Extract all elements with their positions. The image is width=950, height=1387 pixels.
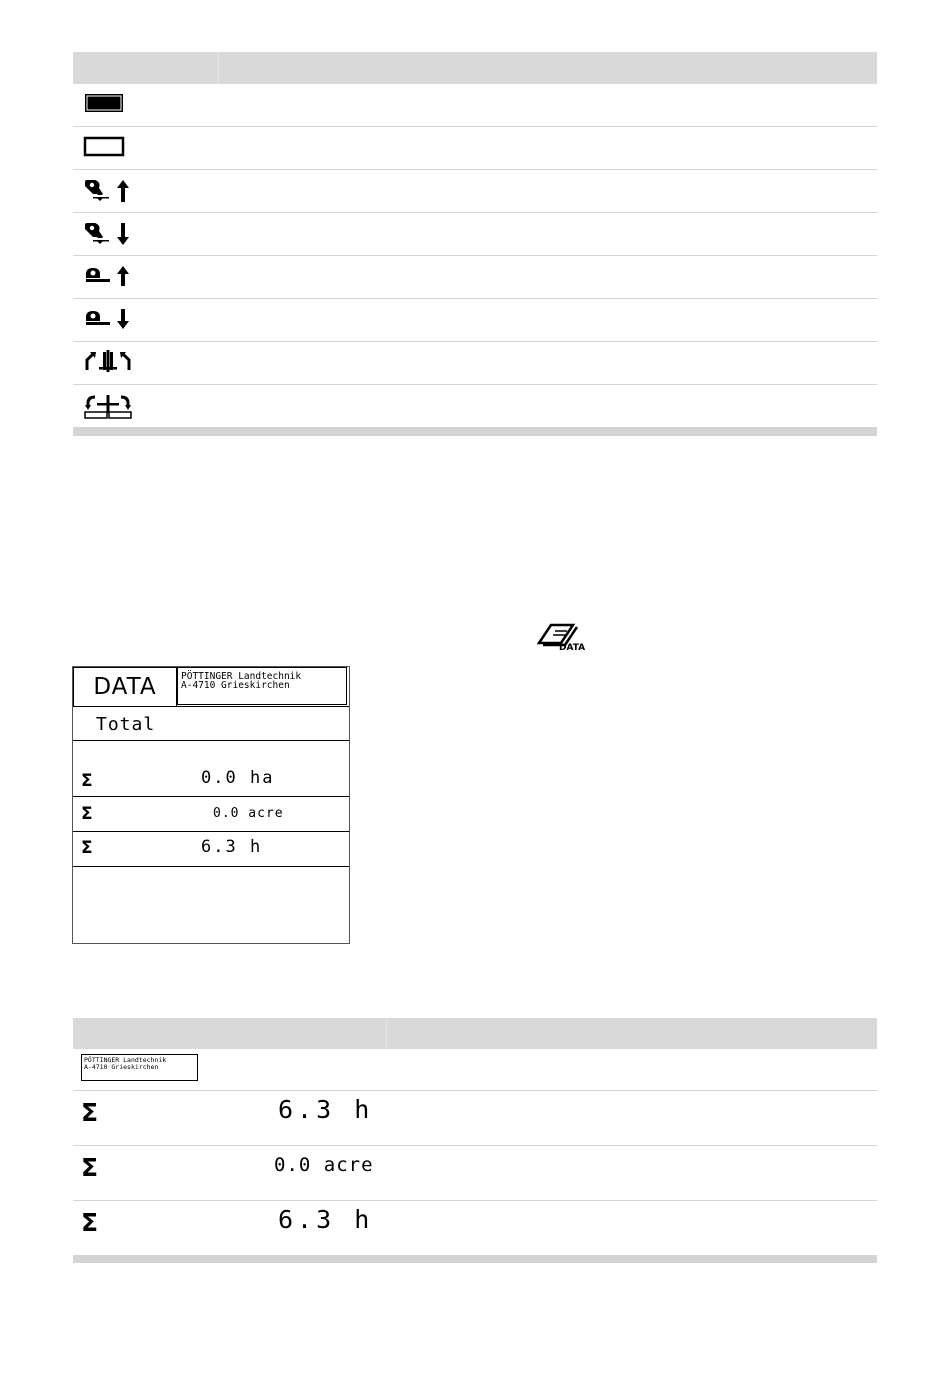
table-row <box>73 170 877 213</box>
hours-value: 6.3 h <box>201 837 263 857</box>
total-heading: Total <box>96 714 156 735</box>
sigma-icon: Σ <box>81 1098 99 1127</box>
divider <box>73 706 349 707</box>
detail-table <box>73 1018 877 1263</box>
symbol-table-header <box>73 52 877 84</box>
area-acre-value: 0.0 acre <box>274 1154 374 1176</box>
hours-value: 6.3 h <box>278 1205 374 1234</box>
area-acre-value: 0.0 acre <box>213 806 284 821</box>
table-row <box>73 1091 877 1146</box>
data-book-icon <box>537 621 589 651</box>
sigma-icon: Σ <box>81 838 93 858</box>
divider <box>73 740 349 741</box>
table-row <box>73 1146 877 1201</box>
table-row <box>73 213 877 256</box>
logo-line-2: A-4710 Grieskirchen <box>84 1063 159 1071</box>
area-ha-value: 0.0 ha <box>201 768 275 788</box>
sigma-icon: Σ <box>81 804 93 824</box>
table-row <box>73 84 877 127</box>
terminal-data-screen <box>72 666 350 944</box>
screen-title: DATA <box>73 667 177 707</box>
logo-line-2: A-4710 Grieskirchen <box>181 680 290 691</box>
table-row <box>73 299 877 342</box>
unfold-icon <box>83 350 133 378</box>
fold-icon <box>83 393 133 421</box>
table-row <box>73 1049 877 1091</box>
detail-table-footer <box>73 1255 877 1263</box>
detail-table-header <box>73 1018 877 1049</box>
table-row <box>73 1201 877 1255</box>
divider <box>73 831 349 832</box>
table-row <box>73 342 877 385</box>
divider <box>73 866 349 867</box>
filled-rectangle-icon <box>83 92 133 120</box>
table-row <box>73 385 877 428</box>
logo-line-1: PÖTTINGER Landtechnik <box>181 671 302 682</box>
symbol-table-footer <box>73 428 877 436</box>
sigma-icon: Σ <box>81 771 93 791</box>
roller-up-icon <box>83 264 133 292</box>
table-row <box>73 256 877 299</box>
table-row <box>73 127 877 170</box>
empty-rectangle-icon <box>83 135 133 163</box>
divider <box>73 796 349 797</box>
logo-line-1: PÖTTINGER Landtechnik <box>84 1056 167 1064</box>
hours-value: 6.3 h <box>278 1095 374 1124</box>
pickup-up-icon <box>83 178 133 206</box>
symbol-table <box>73 52 877 436</box>
manufacturer-logo <box>81 1054 198 1081</box>
manufacturer-logo <box>177 667 347 705</box>
sigma-icon: Σ <box>81 1153 99 1182</box>
pickup-down-icon <box>83 221 133 249</box>
roller-down-icon <box>83 307 133 335</box>
sigma-icon: Σ <box>81 1208 99 1237</box>
svg-text:DATA: DATA <box>559 643 586 651</box>
